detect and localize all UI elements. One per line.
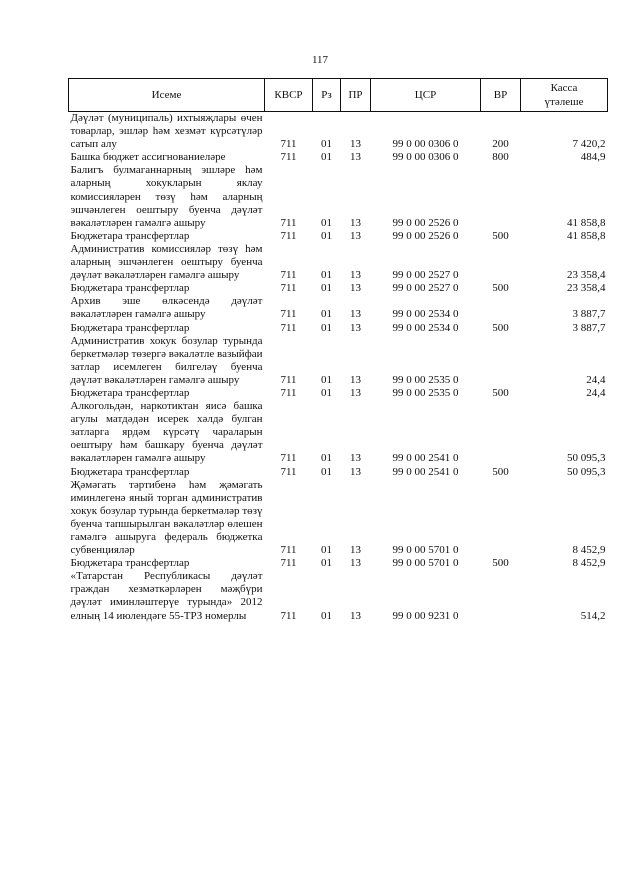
row-csr: 99 0 00 0306 0 [392,138,459,151]
row-kvsr: 711 [280,609,297,622]
row-pr: 13 [350,609,361,622]
row-sum: 8 452,9 [572,557,606,570]
row-name: Балигъ булмаганнарның эшләре һәм аларның хокукларын яклау комиссияләрен төзү һәм аларның эшчәнлеген оештыру буенча дәүләт вәкаләтләрен гамәлгә ашыру [70,164,263,229]
row-vr: 500 [492,557,509,570]
row-vr: 200 [492,138,509,151]
header-pr: ПР [341,79,371,112]
row-vr: 500 [492,229,509,242]
row-kvsr: 711 [280,216,297,229]
row-vr [481,400,521,465]
table-row [69,230,608,243]
row-kvsr: 711 [280,229,297,242]
row-kvsr: 711 [280,465,297,478]
row-sum: 7 420,2 [572,138,606,151]
row-name: Җәмәгать тәртибенә һәм җәмәгать иминлегенә яный торган административ хокук бозулар турында беркетмәләр төзү буенча тапшырылган вәкаләтләр өлешен гамәлгә ашыруга федераль бюджеткa субвенцияләр [70,478,263,557]
row-rz: 01 [321,544,332,557]
row-pr: 13 [350,386,361,399]
row-pr: 13 [350,308,361,321]
row-rz: 01 [321,151,332,164]
row-pr: 13 [350,229,361,242]
row-kvsr: 711 [280,282,297,295]
row-vr [481,164,521,229]
row-sum: 3 887,7 [572,321,606,334]
row-pr: 13 [350,452,361,465]
row-sum: 24,4 [586,386,606,399]
row-kvsr: 711 [280,138,297,151]
row-name: Административ комиссияләр төзү һәм аларның эшчәнлеген оештыру буенча дәүләт вәкаләтләрен гамәлгә ашыру [70,242,263,282]
row-name: Архив эше өлкәсендә дәүләт вәкаләтләрен гамәлгә ашыру [70,295,263,321]
row-sum: 514,2 [580,609,606,622]
table-row [69,479,608,558]
row-rz: 01 [321,216,332,229]
row-sum: 8 452,9 [572,544,606,557]
row-csr: 99 0 00 5701 0 [392,544,459,557]
row-csr: 99 0 00 2541 0 [392,465,459,478]
table-row [69,164,608,229]
row-rz: 01 [321,465,332,478]
row-sum: 23 358,4 [567,269,606,282]
header-kassa-line2: үтәлеше [544,95,584,108]
row-kvsr: 711 [280,452,297,465]
row-pr: 13 [350,544,361,557]
row-kvsr: 711 [280,151,297,164]
row-pr: 13 [350,151,361,164]
row-pr: 13 [350,282,361,295]
table-row [69,322,608,335]
row-name: Бюджетара трансфертлар [70,465,190,478]
row-vr [481,295,521,321]
table-row [69,243,608,282]
row-csr: 99 0 00 2527 0 [392,282,459,295]
table-row [69,557,608,570]
header-rz: Рз [313,79,341,112]
row-name: Административ хокук бозулар турында беркетмәләр төзергә вәкаләтле вазыйфаи затлар исемлеген билгеләү буенча дәүләт вәкаләтләрен гамәлгә ашыру [70,334,263,386]
row-name: Дәүләт (муниципаль) ихтыяҗлары өчен товарлар, эшләр һәм хезмәт күрсәтүләр сатып алу [70,112,263,151]
row-rz: 01 [321,386,332,399]
table-row [69,151,608,164]
header-name: Исеме [69,79,265,112]
row-sum: 50 095,3 [567,465,606,478]
row-sum: 23 358,4 [567,282,606,295]
row-sum: 41 858,8 [567,216,606,229]
row-pr: 13 [350,138,361,151]
row-vr [481,335,521,387]
row-sum: 41 858,8 [567,229,606,242]
table-row [69,335,608,387]
row-csr: 99 0 00 5701 0 [392,557,459,570]
row-pr: 13 [350,321,361,334]
row-rz: 01 [321,373,332,386]
row-name: Бюджетара трансфертлар [70,386,190,399]
row-name: Бюджетара трансфертлар [70,229,190,242]
row-csr: 99 0 00 2526 0 [392,216,459,229]
row-name: Бюджетара трансфертлар [70,282,190,295]
table-row [69,466,608,479]
row-vr: 800 [492,151,509,164]
header-kvsr: КВСР [265,79,313,112]
row-vr: 500 [492,386,509,399]
row-pr: 13 [350,465,361,478]
row-pr: 13 [350,269,361,282]
row-rz: 01 [321,308,332,321]
row-vr [481,570,521,622]
row-pr: 13 [350,216,361,229]
row-pr: 13 [350,557,361,570]
row-sum: 50 095,3 [567,452,606,465]
table-row [69,400,608,465]
table-row [69,282,608,295]
row-name: Бюджетара трансфертлар [70,557,190,570]
row-pr: 13 [350,373,361,386]
row-kvsr: 711 [280,544,297,557]
row-vr: 500 [492,321,509,334]
table-row [69,387,608,400]
table-header-row [69,79,608,112]
row-csr: 99 0 00 0306 0 [392,151,459,164]
row-vr [481,479,521,558]
header-csr: ЦСР [371,79,481,112]
header-kassa-line1: Касса [550,81,578,94]
row-rz: 01 [321,321,332,334]
table-row [69,295,608,321]
row-kvsr: 711 [280,269,297,282]
row-name: Башка бюджет ассигнованиеләре [70,151,226,164]
row-rz: 01 [321,269,332,282]
row-csr: 99 0 00 2527 0 [392,269,459,282]
row-rz: 01 [321,229,332,242]
page-number: 117 [311,54,329,66]
row-rz: 01 [321,452,332,465]
row-kvsr: 711 [280,308,297,321]
row-vr: 500 [492,282,509,295]
row-sum: 484,9 [580,151,606,164]
row-csr: 99 0 00 2535 0 [392,373,459,386]
row-sum: 24,4 [586,373,606,386]
row-rz: 01 [321,609,332,622]
row-rz: 01 [321,557,332,570]
row-csr: 99 0 00 2526 0 [392,229,459,242]
row-name: Бюджетара трансфертлар [70,321,190,334]
row-name: Алкогольдән, наркотиктан яисә башка агулы матдәдән исерек хәлдә булган затларга ярдәм күрсәтү чараларын оештыру һәм башкару буенча дәүләт вәкаләтләрен гамәлгә ашыру [70,400,263,465]
budget-table [68,78,608,623]
row-name: «Татарстан Республикасы дәүләт граждан хезмәткәрләрен мәҗбүри дәүләт иминләштерүе турында» 2012 елның 14 июлендәге 55-ТРЗ номерлы [70,570,263,622]
row-rz: 01 [321,282,332,295]
header-vr: ВР [481,79,521,112]
row-rz: 01 [321,138,332,151]
row-kvsr: 711 [280,321,297,334]
row-kvsr: 711 [280,557,297,570]
header-kassa [521,79,608,112]
row-csr: 99 0 00 2534 0 [392,321,459,334]
table-row [69,570,608,622]
row-sum: 3 887,7 [572,308,606,321]
row-kvsr: 711 [280,386,297,399]
row-csr: 99 0 00 9231 0 [392,609,459,622]
row-vr [481,243,521,282]
table-row [69,112,608,152]
row-csr: 99 0 00 2535 0 [392,386,459,399]
row-csr: 99 0 00 2534 0 [392,308,459,321]
row-vr: 500 [492,465,509,478]
row-csr: 99 0 00 2541 0 [392,452,459,465]
row-kvsr: 711 [280,373,297,386]
